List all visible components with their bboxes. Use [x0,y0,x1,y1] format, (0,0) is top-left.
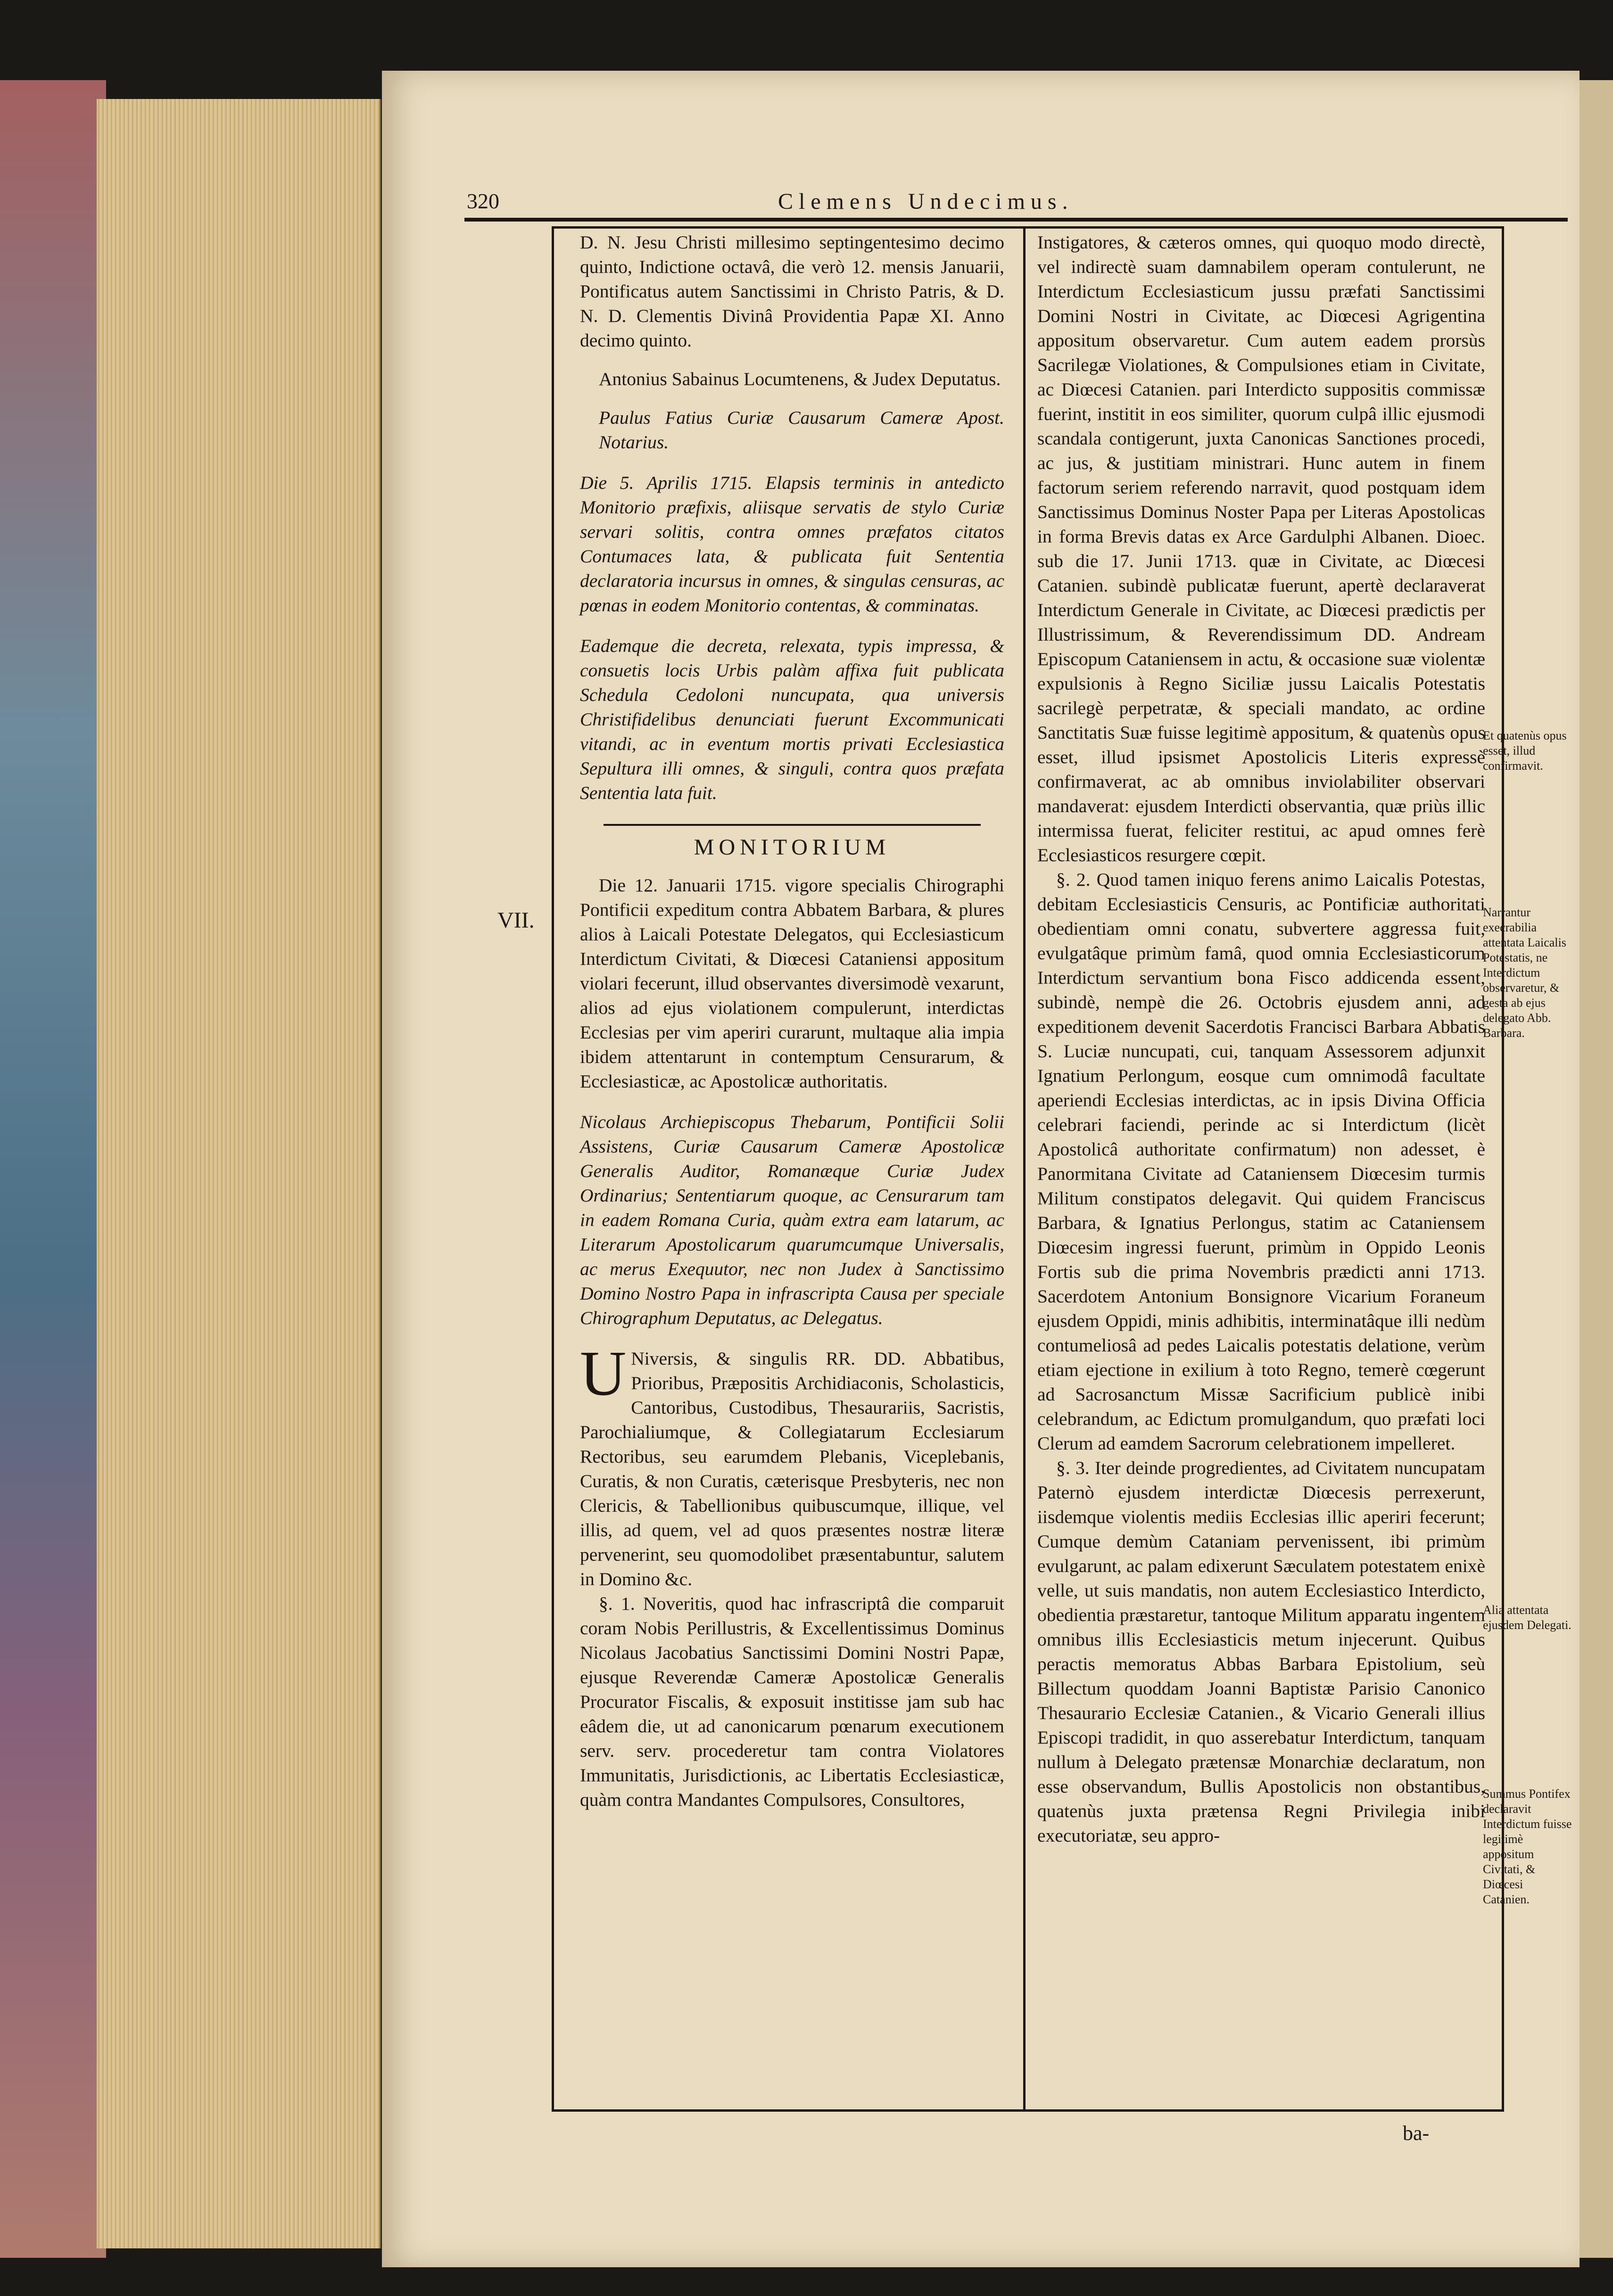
address-paragraph [580,1338,1004,1591]
margin-note-4: Summus Pontifex declaravit Interdictum fuisse legitimè appositum Civitati, & Diœcesi Catanien. [1483,1787,1572,1906]
nicolaus-paragraph: Nicolaus Archiepiscopus Thebarum, Pontificii Solii Assistens, Curiæ Causarum Cameræ Apostolicæ Generalis Auditor, Romanæque Curiæ Judex Ordinarius; Sententiarum quoque, ac Censurarum tam in eadem Romana Curia, quàm extra eam latarum, ac Literarum Apostolicarum quarumcumque Universalis, ac merus Exequutor, nec non Judex à Sanctissimo Domino Nostro Papa in infrascripta Causa per speciale Chirographum Deputatus, ac Delegatus. [580,1111,1004,1328]
section-separator [604,824,981,826]
paragraph-3: §. 3. Iter deinde progredientes, ad Civitatem nuncupatam Paternò ejusdem interdictæ Diœcesis perrexerunt, iisdemque violentis mediis Ecclesias illic aperiri fecerunt; Cumque demùm Cataniam pervenissent, ibi primùm evulgarunt, ac palam edixerunt Sæculatem potestatem enixè velle, ut suis mandatis, non autem Ecclesiastico Interdicto, obedientia præstaretur, tantoque Militum apparatu ingentem omnibus illis Ecclesiasticis metum injecerunt. Quibus peractis memoratus Abbas Barbara Epistolium, seù Billectum quoddam Joanni Baptistæ Parisio Canonico Thesaurario Ecclesiæ Catanien., & Vicario Generali illius Episcopi tradidit, in quo asserebatur Interdictum, tanquam nullum à Delegato prætensæ Monarchiæ declaratum, non esse observandum, Bullis Apostolicis non obstantibus, quatenùs juxta prætensa Regni Privilegia inibi executoriatæ, seu appro- [1037,1457,1485,1846]
right-column [1037,230,1485,1848]
left-column [580,230,1004,1812]
paragraph-1: §. 1. Noveritis, quod hac infrascriptâ die comparuit coram Nobis Perillustris, & Excellentissimus Dominus Nicolaus Jacobatius Sanctissimi Domini Nostri Papæ, ejusque Reverendæ Cameræ Apostolicæ Generalis Procurator Fiscalis, & exposuit institisse jam sub hac eâdem die, ut ad canonicarum pœnarum executionem serv. serv. procederetur tam contra Violatores Immunitatis, Jurisdictionis, ac Libertatis Ecclesiasticæ, quàm contra Mandantes Compulsores, Consultores, [580,1593,1004,1810]
note-sententia: Die 5. Aprilis 1715. Elapsis terminis in antedicto Monitorio præfixis, aliisque servatis de stylo Curiæ servari solitis, contra omnes præfatos citatos Contumaces lata, & publicata fuit Sententia declaratoria incursus in omnes, & singulas censuras, ac pœnas in eodem Monitorio contentas, & comminatas. [580,472,1004,616]
section-heading: MONITORIUM [694,835,891,860]
page-number: 320 [467,189,499,213]
note-schedula: Eademque die decreta, relexata, typis impressa, & consuetis locis Urbis palàm affixa fuit publicata Schedula Cedoloni nuncupata, qua universis Christifidelibus denunciati fuerunt Excommunicati vitandi, ac in eventum mortis privati Ecclesiastica Sepultura illi omnes, & singuli, contra quos præfata Sententia lata fuit. [580,635,1004,803]
drop-cap: U [580,1338,627,1409]
address-text: Niversis, & singulis RR. DD. Abbatibus, Prioribus, Præpositis Archidiaconis, Scholasticis, Cantoribus, Custodibus, Thesaurariis, Sacristis, Parochialiumque, & Collegiatarum Ecclesiarum Rectoribus, seu earumdem Plebanis, Viceplebanis, Curatis, & non Curatis, cæterisque Presbyteris, nec non Clericis, & Tabellionibus quibuscumque, illique, vel illis, ad quem, vel ad quos præsentes nostræ literæ pervenerint, seu quomodolibet præsentabuntur, salutem in Domino &c. [580,1348,1004,1589]
monitorium-summary: Die 12. Januarii 1715. vigore specialis Chirographi Pontificii expeditum contra Abbatem Barbara, & plures alios à Laicali Potestate Delegatos, qui Ecclesiasticum Interdictum Civitati, & Diœcesi Cataniensi appositum violari fecerunt, illud observantes diversimodè vexarunt, alios ad ejus violationem compulerunt, interdictas Ecclesias per vim aperiri curarunt, multaque alia impia ibidem attentarunt in contemptum Censurarum, & Ecclesiasticæ, ac Apostolicæ authoritatis. [580,875,1004,1092]
column-divider [1023,226,1026,2109]
paragraph-continued: Instigatores, & cæteros omnes, qui quoquo modo directè, vel indirectè suam damnabilem operam contulerunt, ne Interdictum Ecclesiasticum jussu præfati Sanctissimi Domini Nostri in Civitate, ac Diœcesi Agrigentina appositum observaretur. Cum autem eadem prorsùs Sacrilegæ Violationes, & Compulsiones etiam in Civitate, ac Diœcesi Catanien. pari Interdicto suppositis commissæ fuerint, institit in eos similiter, quorum culpâ illic ejusmodi scandala contigerunt, juxta Canonicas Sanctiones procedi, ac jus, & justitiam ministrari. Hunc autem in finem factorum seriem referendo narravit, quod postquam idem Sanctissimus Dominus Noster Papa per Literas Apostolicas in forma Brevis datas ex Arce Gardulphi Albanen. Dioec. sub die 17. Junii 1713. quæ in Civitate, ac Diœcesi Catanien. subindè publicatæ fuerunt, apertè declaraverat Interdictum Generale in Civitate, ac Diœcesi prædictis per Illustrissimum, & Reverendissimum DD. Andream Episcopum Cataniensem in actu, & occasione suæ violentæ expulsionis à Regno Siciliæ jussu Laicalis Potestatis sacrilegè perpetratæ, & speciali mandato, ac ordine Sanctitatis Suæ fuisse legitimè appositum, & quatenùs opus esset, illud ipsismet Apostolicis Literis expressè confirmaverat, ac ab omnibus inviolabiliter observari mandaverat: ejusdem Interdicti observantia, quæ priùs illic intermissa fuerat, feliciter restitui, ac apud omnes ferè Ecclesiasticos resurgere cœpit. [1037,232,1485,865]
opening-paragraph: D. N. Jesu Christi millesimo septingentesimo decimo quinto, Indictione octavâ, die verò 12. mensis Januarii, Pontificatus autem Sanctissimi in Christo Patris, & D. N. D. Clementis Divinâ Providentia Papæ XI. Anno decimo quinto. [580,232,1004,351]
next-leaf [1580,80,1613,2258]
margin-note-3: Alia attentata ejusdem Delegati. [1483,1603,1572,1632]
book-spine [0,80,106,2258]
signature-locumtenens: Antonius Sabainus Locumtenens, & Judex Deputatus. [599,369,1001,389]
margin-note-1: Et quatenùs opus esset, illud confirmavit. [1483,729,1567,773]
paragraph-2: §. 2. Quod tamen iniquo ferens animo Laicalis Potestas, debitam Ecclesiasticis Censuris, ac Pontificiæ authoritati obedientiam omni conatu, subvertere aggressa fuit, evulgatâque primùm famâ, quod omnia Ecclesiasticorum Interdictum servantium bona Fisco addicenda essent, subindè, nempè die 26. Octobris ejusdem anni, ad expeditionem devenit Sacerdotis Francisci Barbara Abbatis S. Luciæ nuncupati, cui, tanquam Assessorem adjunxit Ignatium Perlongum, eosque cum omnimodâ facultate aperiendi Ecclesias interdictas, ac in ipsis Divina Officia celebrari faciendi, perinde ac si Interdictum (licèt Apostolicâ authoritate confirmatum) non adesset, è Panormitana Civitate ad Cataniensem Diœcesim turmis Militum constipatos delegavit. Qui quidem Franciscus Barbara, & Ignatius Perlongus, statim ac Cataniensem Diœcesim ingressi fuerunt, primùm in Oppido Leonis Fortis sub die prima Novembris prædicti anni 1713. Sacerdotem Antonium Bonsignore Vicarium Foraneum ejusdem Oppidi, minis adhibitis, interminatâque illi nedùm contumeliosâ ad pedes Laicalis potestatis delatione, verùm etiam ejectione in exilium à toto Regno, temerè cœgerunt ad Sacrosanctum Missæ Sacrificium publicè inibi celebrandum, ac Edictum promulgandum, quo præfati loci Clerum ad eamdem Sacrorum celebrationem impelleret. [1037,869,1485,1454]
page-edges [97,99,381,2248]
signature-notarius: Paulus Fatius Curiæ Causarum Cameræ Apost. Notarius. [599,407,1004,453]
running-title: Clemens Undecimus. [778,189,1074,214]
running-header [467,189,1580,222]
catchword: ba- [1403,2122,1430,2145]
margin-note-2: Narrantur execrabilia attentata Laicalis Potestatis, ne Interdictum observaretur, & gesta ab ejus delegato Abb. Barbara. [1483,905,1566,1040]
header-rule [464,218,1568,222]
section-number: VII. [497,908,535,933]
